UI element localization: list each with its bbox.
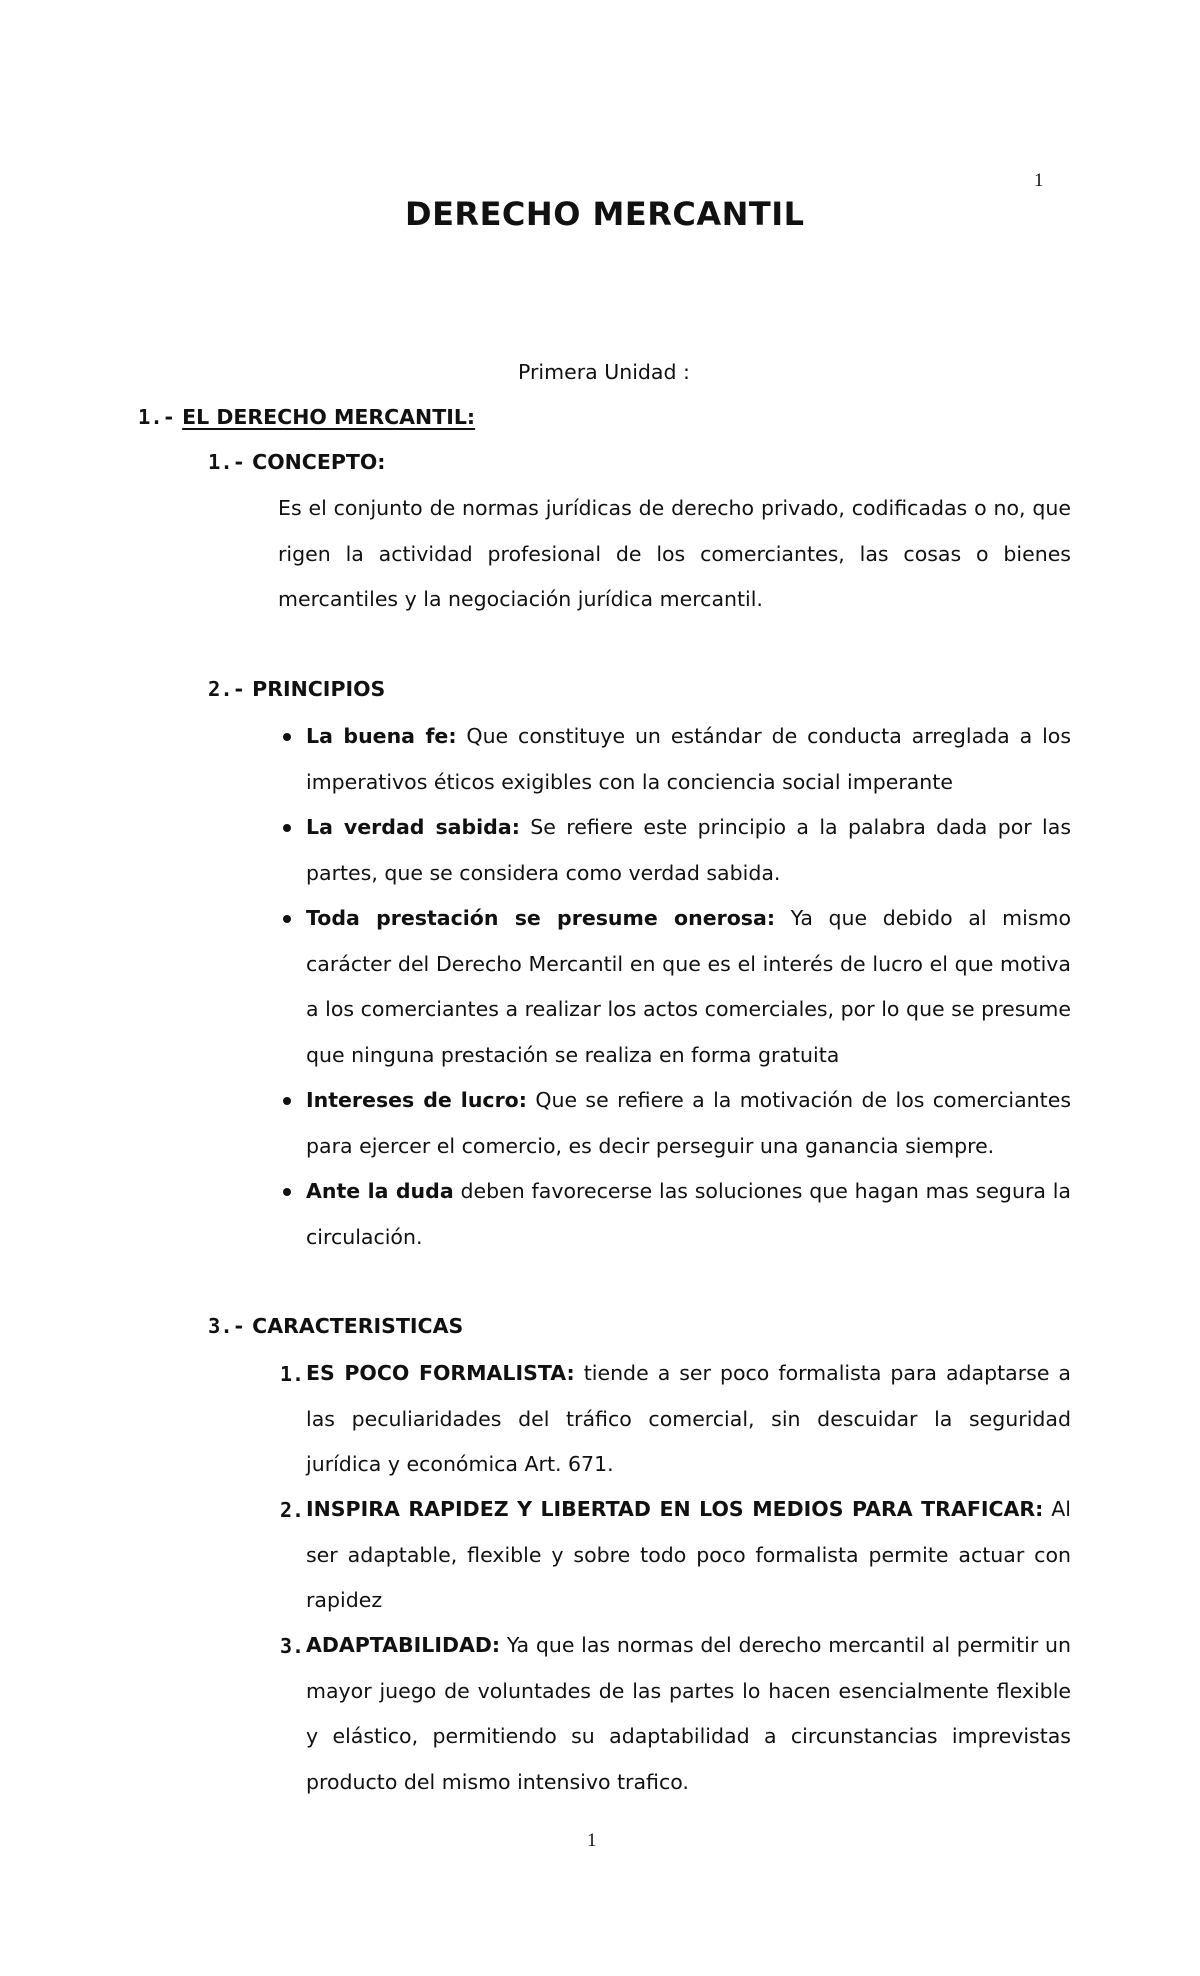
principle-term: Toda prestación se presume onerosa: bbox=[306, 906, 776, 930]
characteristic-item bbox=[306, 1623, 1071, 1805]
concepto-number: 1.- bbox=[208, 450, 246, 474]
page-number-top: 1 bbox=[1034, 170, 1044, 191]
characteristic-item bbox=[306, 1351, 1071, 1488]
principle-term: La buena fe: bbox=[306, 724, 457, 748]
principle-item bbox=[306, 1169, 1071, 1260]
principle-term: La verdad sabida: bbox=[306, 815, 520, 839]
principle-item bbox=[306, 1078, 1071, 1169]
list-number: 2. bbox=[280, 1498, 305, 1522]
characteristic-text: Al ser adaptable, flexible y sobre todo poco formalista permite actuar con rapidez bbox=[306, 1497, 1071, 1612]
bullet-icon bbox=[283, 915, 291, 923]
unit-label: Primera Unidad : bbox=[518, 360, 690, 384]
principle-item bbox=[306, 714, 1071, 805]
principle-item bbox=[306, 896, 1071, 1078]
principios-heading bbox=[208, 677, 385, 701]
concepto-heading bbox=[208, 450, 385, 474]
page-title: DERECHO MERCANTIL bbox=[405, 195, 805, 233]
bullet-icon bbox=[283, 824, 291, 832]
principle-term: Ante la duda bbox=[306, 1179, 454, 1203]
principle-text: deben favorecerse las soluciones que hagan mas segura la circulación. bbox=[306, 1179, 1071, 1249]
section-number: 1.- bbox=[138, 405, 176, 429]
characteristic-text: tiende a ser poco formalista para adaptarse a las peculiaridades del tráfico comercial, sin descuidar la seguridad jurídica y económica Art. 671. bbox=[306, 1361, 1071, 1476]
principios-number: 2.- bbox=[208, 677, 246, 701]
characteristic-text: Ya que las normas del derecho mercantil al permitir un mayor juego de voluntades de las partes lo hacen esencialmente flexible y elástico, permitiendo su adaptabilidad a circunstancias imprevistas producto del mismo intensivo trafico. bbox=[306, 1633, 1071, 1794]
principle-text: Que se refiere a la motivación de los comerciantes para ejercer el comercio, es decir perseguir una ganancia siempre. bbox=[306, 1088, 1072, 1158]
list-number: 1. bbox=[280, 1362, 305, 1386]
page-number-bottom: 1 bbox=[587, 1830, 597, 1851]
principle-text: Que constituye un estándar de conducta arreglada a los imperativos éticos exigibles con la conciencia social imperante bbox=[306, 724, 1071, 794]
bullet-icon bbox=[283, 733, 291, 741]
characteristic-item bbox=[306, 1487, 1071, 1624]
principios-title: PRINCIPIOS bbox=[252, 677, 386, 701]
section-heading bbox=[138, 405, 475, 429]
principle-term: Intereses de lucro: bbox=[306, 1088, 527, 1112]
caracteristicas-heading bbox=[208, 1314, 463, 1338]
concepto-paragraph: Es el conjunto de normas jurídicas de derecho privado, codificadas o no, que rigen la actividad profesional de los comerciantes, las cosas o bienes mercantiles y la negociación jurídica mercantil. bbox=[278, 496, 1071, 611]
list-number: 3. bbox=[280, 1634, 305, 1658]
bullet-icon bbox=[283, 1188, 291, 1196]
section-title: EL DERECHO MERCANTIL: bbox=[182, 405, 476, 429]
caracteristicas-number: 3.- bbox=[208, 1314, 246, 1338]
characteristic-term: INSPIRA RAPIDEZ Y LIBERTAD EN LOS MEDIOS PARA TRAFICAR: bbox=[306, 1497, 1044, 1521]
principle-item bbox=[306, 805, 1071, 896]
caracteristicas-title: CARACTERISTICAS bbox=[252, 1314, 464, 1338]
bullet-icon bbox=[283, 1097, 291, 1105]
concepto-title: CONCEPTO: bbox=[252, 450, 386, 474]
principle-text: Se refiere este principio a la palabra dada por las partes, que se considera como verdad sabida. bbox=[306, 815, 1071, 885]
characteristic-term: ES POCO FORMALISTA: bbox=[306, 1361, 575, 1385]
principle-text: Ya que debido al mismo carácter del Derecho Mercantil en que es el interés de lucro el que motiva a los comerciantes a realizar los actos comerciales, por lo que se presume que ninguna prestación se realiza en forma gratuita bbox=[306, 906, 1071, 1067]
characteristic-term: ADAPTABILIDAD: bbox=[306, 1633, 501, 1657]
